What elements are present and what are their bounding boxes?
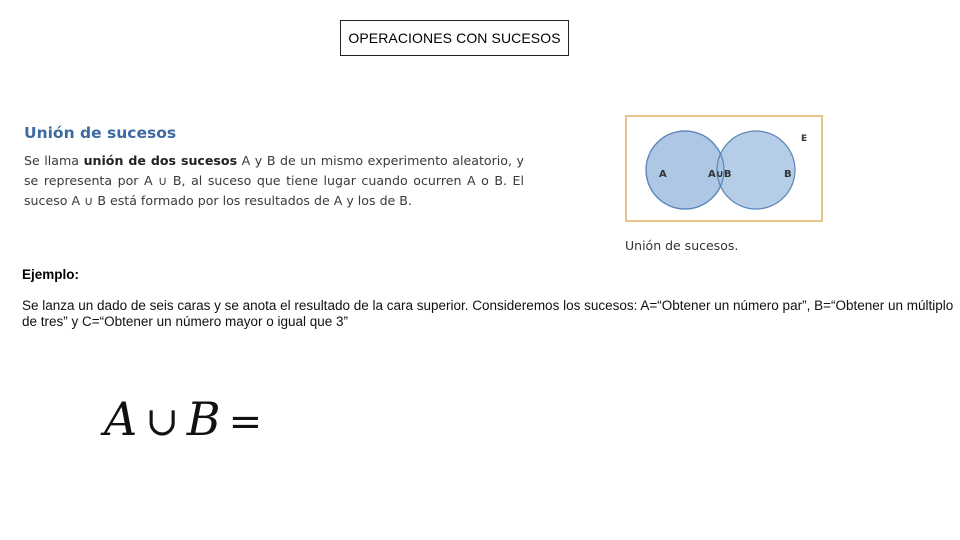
section-heading: Unión de sucesos bbox=[24, 124, 177, 142]
definition-paragraph bbox=[24, 151, 524, 211]
venn-label-union: A∪B bbox=[708, 169, 732, 180]
page-title bbox=[340, 20, 569, 56]
venn-label-e: E bbox=[801, 134, 808, 144]
formula-equals-sign: = bbox=[228, 399, 263, 445]
formula-set-b: B bbox=[186, 392, 221, 446]
venn-caption: Unión de sucesos. bbox=[625, 238, 739, 253]
formula-set-a: A bbox=[104, 392, 138, 446]
definition-bold-term: unión de dos sucesos bbox=[83, 153, 238, 168]
venn-diagram bbox=[625, 115, 823, 222]
page-title-text: OPERACIONES CON SUCESOS bbox=[348, 30, 561, 46]
venn-label-a: A bbox=[659, 169, 667, 180]
formula-union-symbol: ∪ bbox=[145, 399, 179, 445]
example-text: Se lanza un dado de seis caras y se anota el resultado de la cara superior. Consideremos los sucesos: A=“Obtener un número par”, B=“Obtener un múltiplo de tres” y C=“Obtener un número mayor o igual que 3” bbox=[22, 298, 954, 329]
definition-text-rest: A y B de un mismo experimento aleatorio, y se representa por A ∪ B, al suceso que tiene lugar cuando ocurren A o B. El suceso A ∪ B está formado por los resultados de A y los de B. bbox=[24, 153, 524, 208]
venn-label-b: B bbox=[784, 169, 792, 180]
example-label: Ejemplo: bbox=[22, 267, 80, 282]
definition-text-start: Se llama bbox=[24, 153, 84, 168]
union-formula bbox=[104, 392, 270, 446]
